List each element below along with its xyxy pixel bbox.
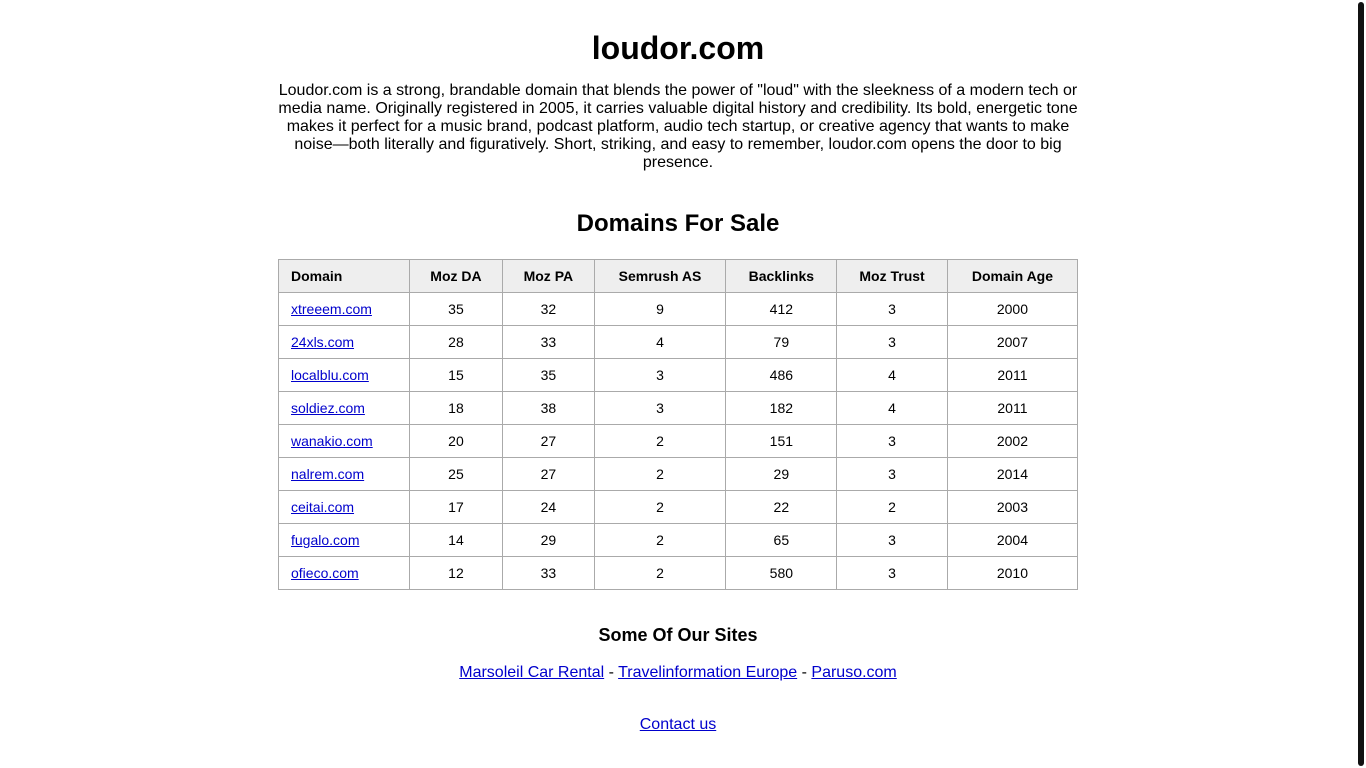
metric-cell: 182 <box>726 392 837 425</box>
metric-cell: 27 <box>503 458 594 491</box>
table-row <box>279 359 1078 392</box>
metric-cell: 3 <box>594 359 726 392</box>
metric-cell: 3 <box>837 326 948 359</box>
site-link-paruso[interactable]: Paruso.com <box>811 664 897 681</box>
metric-cell: 2007 <box>947 326 1077 359</box>
column-header-moz-da: Moz DA <box>409 260 503 293</box>
table-row <box>279 326 1078 359</box>
table-row <box>279 491 1078 524</box>
metric-cell: 2000 <box>947 293 1077 326</box>
domain-cell <box>279 392 410 425</box>
metric-cell: 2 <box>837 491 948 524</box>
metric-cell: 17 <box>409 491 503 524</box>
table-row <box>279 425 1078 458</box>
sites-heading: Some Of Our Sites <box>598 625 758 645</box>
table-row <box>279 392 1078 425</box>
metric-cell: 12 <box>409 557 503 590</box>
metric-cell: 33 <box>503 326 594 359</box>
metric-cell: 2011 <box>947 392 1077 425</box>
site-link-marsoleil[interactable]: Marsoleil Car Rental <box>459 664 605 681</box>
metric-cell: 3 <box>837 293 948 326</box>
metric-cell: 2 <box>594 491 726 524</box>
metric-cell: 580 <box>726 557 837 590</box>
metric-cell: 486 <box>726 359 837 392</box>
metric-cell: 2 <box>594 557 726 590</box>
domains-heading: Domains For Sale <box>576 210 780 237</box>
metric-cell: 2004 <box>947 524 1077 557</box>
metric-cell: 3 <box>837 557 948 590</box>
metric-cell: 24 <box>503 491 594 524</box>
metric-cell: 29 <box>503 524 594 557</box>
metric-cell: 20 <box>409 425 503 458</box>
metric-cell: 18 <box>409 392 503 425</box>
domain-link[interactable]: localblu.com <box>291 367 369 383</box>
metric-cell: 33 <box>503 557 594 590</box>
separator: - <box>801 664 807 681</box>
metric-cell: 2011 <box>947 359 1077 392</box>
column-header-domain-age: Domain Age <box>947 260 1077 293</box>
metric-cell: 25 <box>409 458 503 491</box>
table-row <box>279 293 1078 326</box>
metric-cell: 28 <box>409 326 503 359</box>
metric-cell: 27 <box>503 425 594 458</box>
sites-links <box>278 663 1078 683</box>
table-header-row <box>279 260 1078 293</box>
metric-cell: 2010 <box>947 557 1077 590</box>
metric-cell: 22 <box>726 491 837 524</box>
column-header-backlinks: Backlinks <box>726 260 837 293</box>
metric-cell: 2 <box>594 458 726 491</box>
domain-cell <box>279 524 410 557</box>
metric-cell: 15 <box>409 359 503 392</box>
metric-cell: 2002 <box>947 425 1077 458</box>
metric-cell: 32 <box>503 293 594 326</box>
page-content <box>278 0 1078 735</box>
metric-cell: 4 <box>837 359 948 392</box>
metric-cell: 35 <box>409 293 503 326</box>
metric-cell: 2 <box>594 425 726 458</box>
domain-link[interactable]: fugalo.com <box>291 532 360 548</box>
table-row <box>279 524 1078 557</box>
metric-cell: 38 <box>503 392 594 425</box>
domain-link[interactable]: soldiez.com <box>291 400 365 416</box>
page-title: loudor.com <box>591 30 765 66</box>
metric-cell: 4 <box>594 326 726 359</box>
table-row <box>279 557 1078 590</box>
metric-cell: 79 <box>726 326 837 359</box>
metric-cell: 3 <box>594 392 726 425</box>
column-header-moz-trust: Moz Trust <box>837 260 948 293</box>
domain-link[interactable]: xtreeem.com <box>291 301 372 317</box>
metric-cell: 35 <box>503 359 594 392</box>
domain-link[interactable]: 24xls.com <box>291 334 355 350</box>
domains-table <box>278 259 1078 590</box>
domain-link[interactable]: ofieco.com <box>291 565 359 581</box>
metric-cell: 9 <box>594 293 726 326</box>
column-header-domain: Domain <box>279 260 410 293</box>
scrollbar[interactable] <box>1358 2 1364 766</box>
contact-section <box>278 715 1078 735</box>
metric-cell: 14 <box>409 524 503 557</box>
contact-link[interactable]: Contact us <box>639 716 717 733</box>
metric-cell: 2003 <box>947 491 1077 524</box>
domain-cell <box>279 557 410 590</box>
domain-link[interactable]: ceitai.com <box>291 499 355 515</box>
metric-cell: 3 <box>837 458 948 491</box>
domain-link[interactable]: nalrem.com <box>291 466 365 482</box>
metric-cell: 4 <box>837 392 948 425</box>
column-header-semrush-as: Semrush AS <box>594 260 726 293</box>
separator: - <box>608 664 614 681</box>
domain-link[interactable]: wanakio.com <box>291 433 373 449</box>
domain-cell <box>279 491 410 524</box>
domain-cell <box>279 359 410 392</box>
site-link-travelinformation[interactable]: Travelinformation Europe <box>618 664 798 681</box>
metric-cell: 65 <box>726 524 837 557</box>
metric-cell: 412 <box>726 293 837 326</box>
domain-cell <box>279 458 410 491</box>
metric-cell: 2014 <box>947 458 1077 491</box>
metric-cell: 3 <box>837 425 948 458</box>
domain-description: Loudor.com is a strong, brandable domain that blends the power of "loud" with the sleekness of a modern tech or media name. Originally registered in 2005, it carries valuable digital history and credibility. Its bold, energetic tone makes it perfect for a music brand, podcast platform, audio tech startup, or creative agency that wants to make noise—both literally and figuratively. Short, striking, and easy to remember, loudor.com opens the door to big presence. <box>278 82 1078 171</box>
metric-cell: 151 <box>726 425 837 458</box>
metric-cell: 3 <box>837 524 948 557</box>
metric-cell: 29 <box>726 458 837 491</box>
domain-cell <box>279 293 410 326</box>
table-row <box>279 458 1078 491</box>
metric-cell: 2 <box>594 524 726 557</box>
domain-cell <box>279 425 410 458</box>
domain-cell <box>279 326 410 359</box>
column-header-moz-pa: Moz PA <box>503 260 594 293</box>
